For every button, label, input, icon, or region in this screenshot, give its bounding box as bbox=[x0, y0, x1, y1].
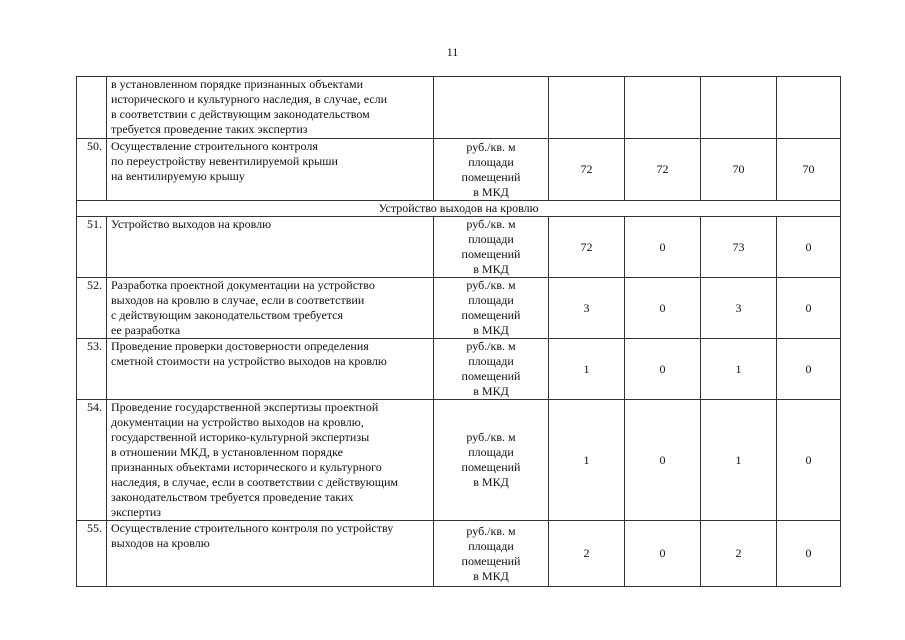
row-description: Осуществление строительного контроля по устройству выходов на кровлю bbox=[107, 521, 434, 587]
row-value-3: 1 bbox=[701, 400, 777, 521]
row-value-4: 0 bbox=[777, 400, 841, 521]
row-value-2 bbox=[625, 77, 701, 139]
row-value-4: 0 bbox=[777, 217, 841, 278]
row-description: в установленном порядке признанных объектами исторического и культурного наследия, в случае, если в соответствии с действующим законодательством требуется проведение таких экспертиз bbox=[107, 77, 434, 139]
row-value-3: 70 bbox=[701, 139, 777, 201]
table-row bbox=[77, 278, 841, 339]
row-number-cell bbox=[77, 77, 107, 139]
row-value-1: 3 bbox=[549, 278, 625, 339]
row-unit: руб./кв. м площади помещений в МКД bbox=[434, 339, 549, 400]
row-value-4: 70 bbox=[777, 139, 841, 201]
row-value-2: 0 bbox=[625, 521, 701, 587]
row-value-1: 2 bbox=[549, 521, 625, 587]
row-unit bbox=[434, 77, 549, 139]
row-number: 54. bbox=[77, 400, 107, 521]
row-description: Проведение проверки достоверности определения сметной стоимости на устройство выходов на кровлю bbox=[107, 339, 434, 400]
table-row bbox=[77, 521, 841, 587]
row-value-2: 0 bbox=[625, 217, 701, 278]
row-description: Разработка проектной документации на устройство выходов на кровлю в случае, если в соответствии с действующим законодательством требуется ее разработка bbox=[107, 278, 434, 339]
table-row bbox=[77, 339, 841, 400]
row-number: 52. bbox=[77, 278, 107, 339]
row-value-4 bbox=[777, 77, 841, 139]
row-value-1: 72 bbox=[549, 217, 625, 278]
row-unit: руб./кв. м площади помещений в МКД bbox=[434, 400, 549, 521]
row-unit: руб./кв. м площади помещений в МКД bbox=[434, 217, 549, 278]
row-value-4: 0 bbox=[777, 339, 841, 400]
row-value-1 bbox=[549, 77, 625, 139]
row-description: Осуществление строительного контроля по переустройству невентилируемой крыши на вентилируемую крышу bbox=[107, 139, 434, 201]
row-value-3 bbox=[701, 77, 777, 139]
row-value-2: 72 bbox=[625, 139, 701, 201]
row-number: 53. bbox=[77, 339, 107, 400]
table-row bbox=[77, 217, 841, 278]
page-number: 11 bbox=[446, 45, 459, 59]
row-value-4: 0 bbox=[777, 278, 841, 339]
row-value-2: 0 bbox=[625, 339, 701, 400]
row-unit: руб./кв. м площади помещений в МКД bbox=[434, 278, 549, 339]
row-value-1: 72 bbox=[549, 139, 625, 201]
row-unit: руб./кв. м площади помещений в МКД bbox=[434, 139, 549, 201]
row-value-3: 2 bbox=[701, 521, 777, 587]
row-value-3: 3 bbox=[701, 278, 777, 339]
section-header-row bbox=[77, 201, 841, 217]
table-row-continuation bbox=[77, 77, 841, 139]
row-value-2: 0 bbox=[625, 400, 701, 521]
table-row bbox=[77, 400, 841, 521]
row-number: 51. bbox=[77, 217, 107, 278]
table-body bbox=[77, 77, 841, 587]
cost-table bbox=[76, 76, 841, 587]
row-value-3: 1 bbox=[701, 339, 777, 400]
row-value-1: 1 bbox=[549, 400, 625, 521]
row-description: Устройство выходов на кровлю bbox=[107, 217, 434, 278]
row-value-2: 0 bbox=[625, 278, 701, 339]
row-number: 55. bbox=[77, 521, 107, 587]
row-description: Проведение государственной экспертизы проектной документации на устройство выходов на кровлю, государственной историко-культурной экспертизы в отношении МКД, в установленном порядке признанных объектами исторического и культурного наследия, в случае, если в соответствии с действующим законодательством требуется проведение таких экспертиз bbox=[107, 400, 434, 521]
row-number: 50. bbox=[77, 139, 107, 201]
row-unit: руб./кв. м площади помещений в МКД bbox=[434, 521, 549, 587]
section-title: Устройство выходов на кровлю bbox=[77, 201, 841, 217]
table-row bbox=[77, 139, 841, 201]
row-value-1: 1 bbox=[549, 339, 625, 400]
row-value-4: 0 bbox=[777, 521, 841, 587]
row-value-3: 73 bbox=[701, 217, 777, 278]
